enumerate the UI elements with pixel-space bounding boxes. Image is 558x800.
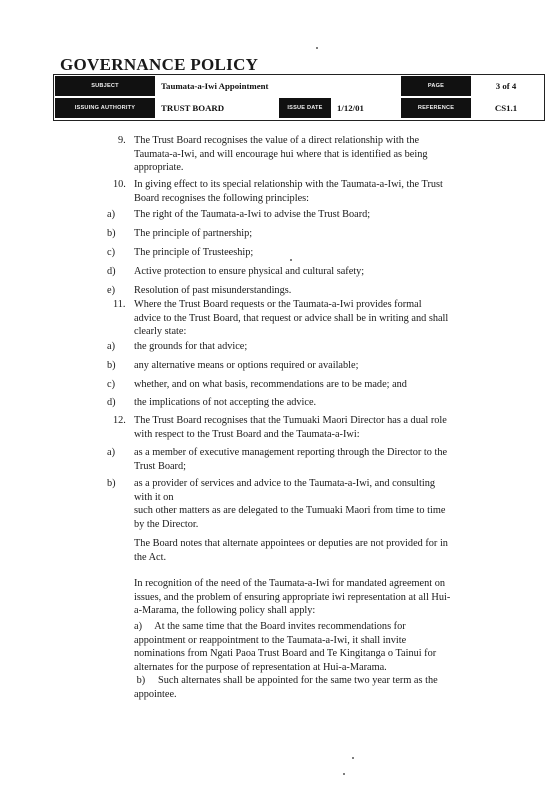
- item-number: 10.: [113, 179, 126, 190]
- item-text-line: Taumata-a-Iwi, and will encourage hui where that is identified as being: [134, 148, 428, 160]
- item-text-line: whether, and on what basis, recommendations are to be made; and: [134, 379, 407, 390]
- item-number: b): [107, 228, 116, 239]
- issue-date-value: 1/12/01: [333, 98, 401, 118]
- subject-value: Taumata-a-Iwi Appointment: [157, 76, 403, 96]
- paragraph-line: appointment or reappointment to the Taumata-a-Iwi, it shall invite: [134, 634, 407, 646]
- item-number: a): [107, 447, 115, 458]
- paragraph-line: b) Such alternates shall be appointed for the same two year term as the: [134, 675, 438, 686]
- item-number: b): [107, 360, 116, 371]
- page-title: GOVERNANCE POLICY: [60, 55, 259, 74]
- paragraph-line: nominations from Ngati Paoa Trust Board and Te Kingitanga o Tainui for: [134, 648, 437, 660]
- paragraph-line: In recognition of the need of the Taumata-a-Iwi for mandated agreement on: [134, 578, 446, 589]
- paragraph-line: the Act.: [134, 551, 167, 563]
- item-text-line: with respect to the Trust Board and the Taumata-a-Iwi:: [134, 428, 360, 440]
- issuing-authority-label: ISSUING AUTHORITY: [55, 98, 155, 118]
- scan-speck: [290, 259, 292, 261]
- item-number: d): [107, 266, 116, 277]
- item-text-line: The principle of partnership;: [134, 228, 253, 239]
- scan-speck: [343, 773, 345, 775]
- item-text-line: Board recognises the following principles:: [134, 192, 310, 204]
- item-number: c): [107, 379, 115, 390]
- paragraph-line: issues, and the problem of ensuring appropriate iwi representation at all Hui-: [134, 591, 451, 603]
- paragraph-line: appointee.: [134, 688, 177, 700]
- item-text-line: appropriate.: [134, 162, 184, 174]
- item-number: e): [107, 285, 115, 296]
- item-text-line: the implications of not accepting the advice.: [134, 397, 317, 408]
- scan-speck: [352, 757, 354, 759]
- item-text-line: Resolution of past misunderstandings.: [134, 285, 292, 296]
- reference-label: REFERENCE: [401, 98, 471, 118]
- subject-label: SUBJECT: [55, 76, 155, 96]
- item-number: a): [107, 209, 115, 220]
- item-text-line: such other matters as are delegated to the Tumuaki Maori from time to time: [134, 505, 446, 517]
- paragraph-line: The Board notes that alternate appointees or deputies are not provided for in: [134, 538, 448, 549]
- item-number: c): [107, 247, 115, 258]
- item-text-line: Where the Trust Board requests or the Taumata-a-Iwi provides formal: [134, 299, 422, 310]
- item-number: 9.: [118, 135, 126, 146]
- item-number: b): [107, 478, 116, 489]
- item-number: d): [107, 397, 116, 408]
- policy-header-table: [53, 74, 545, 121]
- item-text-line: clearly state:: [134, 326, 187, 338]
- item-text-line: with it on: [134, 491, 174, 503]
- item-text-line: In giving effect to its special relationship with the Taumata-a-Iwi, the Trust: [134, 179, 443, 190]
- item-text-line: the grounds for that advice;: [134, 341, 248, 352]
- scan-speck: [316, 47, 318, 49]
- paragraph-line: alternates for the purpose of representation at Hui-a-Marama.: [134, 661, 387, 673]
- paragraph-line: a) At the same time that the Board invites recommendations for: [134, 621, 406, 632]
- item-text-line: The Trust Board recognises that the Tumuaki Maori Director has a dual role: [134, 415, 447, 426]
- reference-value: CS1.1: [473, 98, 539, 118]
- item-text-line: advice to the Trust Board, that request or advice shall be in writing and shall: [134, 312, 449, 324]
- item-number: a): [107, 341, 115, 352]
- item-number: 12.: [113, 415, 126, 426]
- item-text-line: as a provider of services and advice to the Taumata-a-Iwi, and consulting: [134, 478, 436, 489]
- item-text-line: any alternative means or options required or available;: [134, 360, 359, 371]
- issuing-authority-value: TRUST BOARD: [157, 98, 281, 118]
- issue-date-label: ISSUE DATE: [279, 98, 331, 118]
- item-text-line: as a member of executive management reporting through the Director to the: [134, 447, 448, 458]
- item-text-line: Trust Board;: [134, 460, 186, 472]
- item-text-line: Active protection to ensure physical and cultural safety;: [134, 266, 365, 277]
- paragraph-line: a-Marama, the following policy shall apply:: [134, 605, 316, 617]
- item-text-line: by the Director.: [134, 518, 199, 530]
- page-value: 3 of 4: [473, 76, 539, 96]
- page-label: PAGE: [401, 76, 471, 96]
- item-number: 11.: [113, 299, 126, 310]
- item-text-line: The principle of Trusteeship;: [134, 247, 254, 258]
- item-text-line: The right of the Taumata-a-Iwi to advise the Trust Board;: [134, 209, 371, 220]
- item-text-line: The Trust Board recognises the value of a direct relationship with the: [134, 135, 420, 146]
